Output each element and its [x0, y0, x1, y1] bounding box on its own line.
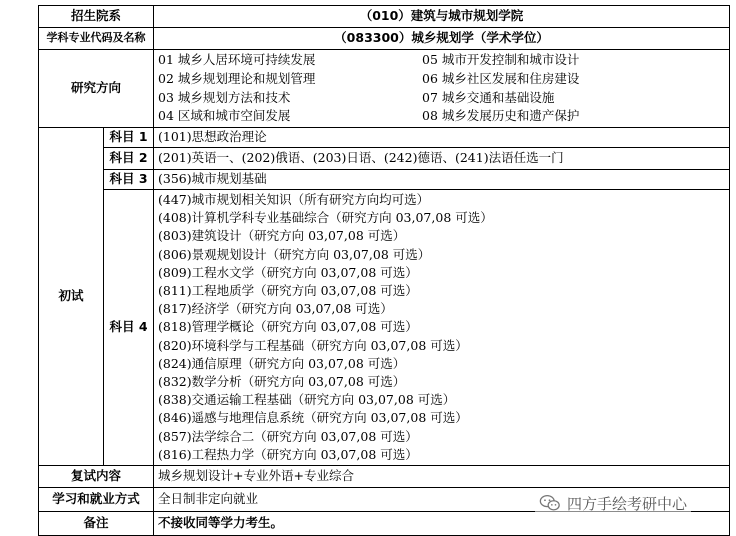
subject4-item: (811)工程地质学（研究方向 03,07,08 可选） — [158, 282, 418, 298]
research-item: 08 城乡发展历史和遗产保护 — [422, 108, 580, 124]
admission-table — [38, 5, 730, 536]
dept-label: 招生院系 — [39, 6, 154, 28]
subject4-item: (838)交通运输工程基础（研究方向 03,07,08 可选） — [158, 392, 456, 408]
dept-value: （010）建筑与城市规划学院 — [154, 6, 730, 28]
remark-value: 不接收同等学力考生。 — [154, 512, 730, 536]
subject4-item: (846)遥感与地理信息系统（研究方向 03,07,08 可选） — [158, 410, 468, 426]
subject3-value: (356)城市规划基础 — [154, 170, 730, 190]
research-label: 研究方向 — [39, 50, 154, 128]
exam-label: 初试 — [39, 128, 104, 466]
subject4-item: (817)经济学（研究方向 03,07,08 可选） — [158, 301, 393, 317]
research-item: 06 城乡社区发展和住房建设 — [422, 70, 580, 86]
retest-label: 复试内容 — [39, 466, 154, 488]
research-item: 07 城乡交通和基础设施 — [422, 89, 555, 105]
subject4-item: (824)通信原理（研究方向 03,07,08 可选） — [158, 355, 406, 371]
subject4-item: (818)管理学概论（研究方向 03,07,08 可选） — [158, 319, 418, 335]
research-directions — [154, 50, 730, 128]
research-item: 01 城乡人居环境可持续发展 — [158, 52, 316, 68]
major-value: （083300）城乡规划学（学术学位） — [154, 28, 730, 50]
subject4-item: (816)工程热力学（研究方向 03,07,08 可选） — [158, 446, 418, 462]
subject2-label: 科目 2 — [104, 148, 154, 170]
subject4-item: (408)计算机学科专业基础综合（研究方向 03,07,08 可选） — [158, 210, 493, 226]
subject4-item: (832)数学分析（研究方向 03,07,08 可选） — [158, 374, 406, 389]
research-item: 02 城乡规划理论和规划管理 — [158, 70, 316, 86]
research-item: 04 区域和城市空间发展 — [158, 108, 291, 124]
subject4-label: 科目 4 — [104, 190, 154, 466]
subject2-value: (201)英语一、(202)俄语、(203)日语、(242)德语、(241)法语任选一门 — [154, 148, 730, 170]
study-label: 学习和就业方式 — [39, 488, 154, 512]
subject4-item: (806)景观规划设计（研究方向 03,07,08 可选） — [158, 246, 431, 262]
research-item: 03 城乡规划方法和技术 — [158, 89, 291, 105]
subject4-item: (857)法学综合二（研究方向 03,07,08 可选） — [158, 428, 418, 444]
study-value: 全日制非定向就业 — [154, 488, 730, 512]
research-item: 05 城市开发控制和城市设计 — [422, 52, 580, 68]
subject4-item: (803)建筑设计（研究方向 03,07,08 可选） — [158, 228, 406, 244]
subject3-label: 科目 3 — [104, 170, 154, 190]
subject4-list — [154, 190, 730, 466]
watermark — [535, 490, 691, 516]
major-label: 学科专业代码及名称 — [39, 28, 154, 50]
subject4-item: (809)工程水文学（研究方向 03,07,08 可选） — [158, 264, 418, 280]
watermark-text: 四方手绘考研中心 — [567, 494, 688, 513]
wechat-icon — [539, 492, 561, 514]
retest-value: 城乡规划设计+专业外语+专业综合 — [154, 466, 730, 488]
remark-label: 备注 — [39, 512, 154, 536]
subject1-value: (101)思想政治理论 — [154, 128, 730, 148]
subject1-label: 科目 1 — [104, 128, 154, 148]
subject4-item: (447)城市规划相关知识（所有研究方向均可选） — [158, 191, 430, 207]
subject4-item: (820)环境科学与工程基础（研究方向 03,07,08 可选） — [158, 337, 468, 353]
